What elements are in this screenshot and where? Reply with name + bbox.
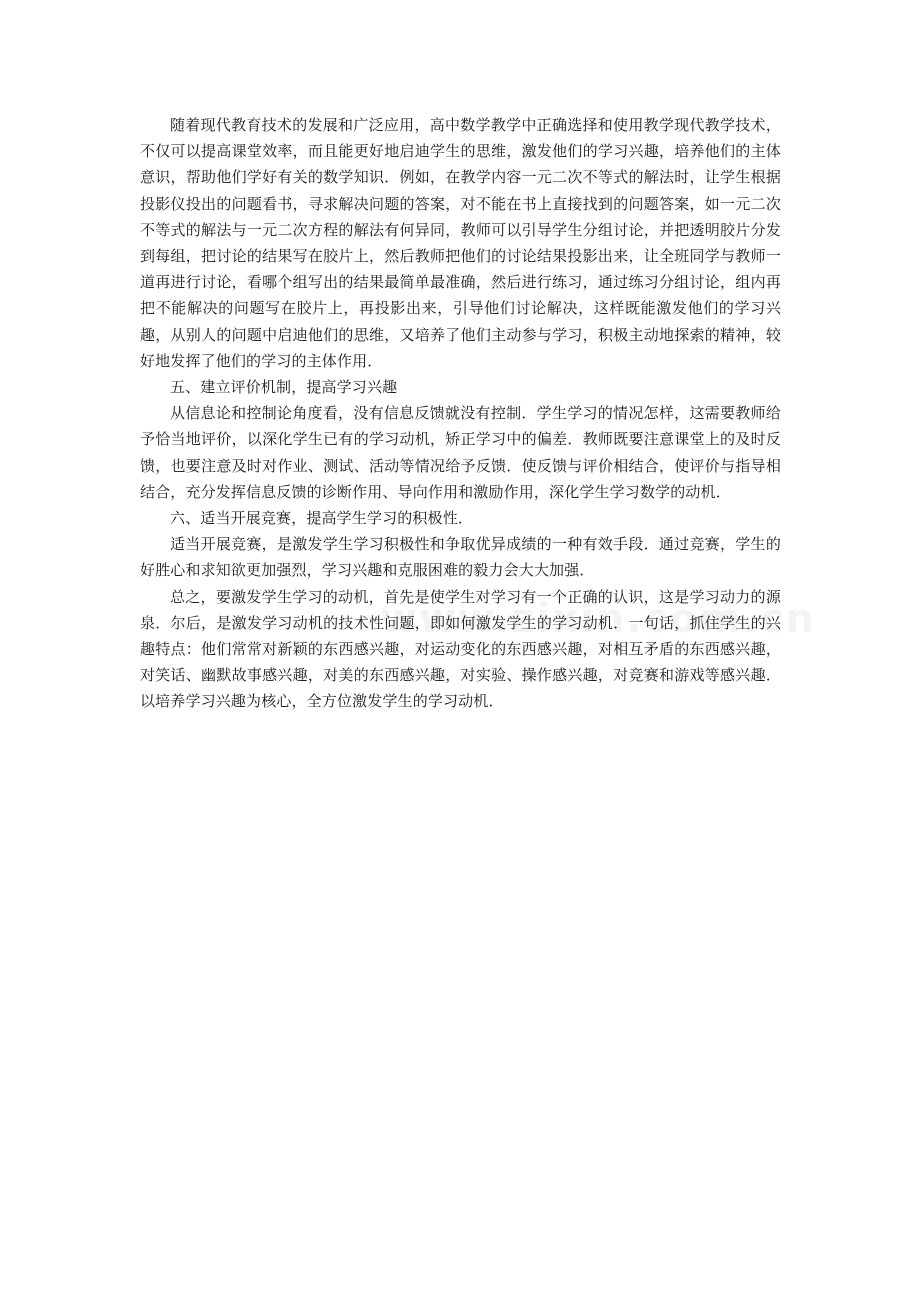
document-body (140, 112, 781, 715)
paragraph-conclusion: 总之，要激发学生学习的动机，首先是使学生对学习有一个正确的认识，这是学习动力的源泉．尔后，是激发学习动机的技术性问题，即如何激发学生的学习动机．一句话，抓住学生的兴趣特点：他们常常对新颖的东西感兴趣，对运动变化的东西感兴趣，对相互矛盾的东西感兴趣，对笑话、幽默故事感兴趣，对美的东西感兴趣，对实验、操作感兴趣，对竞赛和游戏等感兴趣．以培养学习兴趣为核心，全方位激发学生的学习动机． (140, 587, 781, 711)
paragraph-evaluation: 从信息论和控制论角度看，没有信息反馈就没有控制．学生学习的情况怎样，这需要教师给予恰当地评价，以深化学生已有的学习动机，矫正学习中的偏差．教师既要注意课堂上的及时反馈，也要注意及时对作业、测试、活动等情况给予反馈．使反馈与评价相结合，使评价与指导相结合，充分发挥信息反馈的诊断作用、导向作用和激励作用，深化学生学习数学的动机． (140, 404, 781, 501)
section-heading-competition: 六、适当开展竞赛，提高学生学习的积极性． (170, 509, 474, 528)
section-heading-evaluation: 五、建立评价机制，提高学习兴趣 (170, 378, 398, 397)
paragraph-competition: 适当开展竞赛，是激发学生学习积极性和争取优异成绩的一种有效手段．通过竞赛，学生的好胜心和求知欲更加强烈，学习兴趣和克服困难的毅力会大大加强． (140, 535, 781, 580)
paragraph-multimedia-teaching: 随着现代教育技术的发展和广泛应用，高中数学教学中正确选择和使用教学现代教学技术，不仅可以提高课堂效率，而且能更好地启迪学生的思维，激发他们的学习兴趣，培养他们的主体意识，帮助他们学好有关的数学知识．例如，在教学内容一元二次不等式的解法时，让学生根据投影仪投出的问题看书，寻求解决问题的答案，对不能在书上直接找到的问题答案，如一元二次不等式的解法与一元二次方程的解法有何异同，教师可以引导学生分组讨论，并把透明胶片分发到每组，把讨论的结果写在胶片上，然后教师把他们的讨论结果投影出来，让全班同学与教师一道再进行讨论，看哪个组写出的结果最简单最准确，然后进行练习，通过练习分组讨论，组内再把不能解决的问题写在胶片上，再投影出来，引导他们讨论解决，这样既能激发他们的学习兴趣，从别人的问题中启迪他们的思维，又培养了他们主动参与学习，积极主动地探索的精神，较好地发挥了他们的学习的主体作用． (140, 116, 781, 370)
